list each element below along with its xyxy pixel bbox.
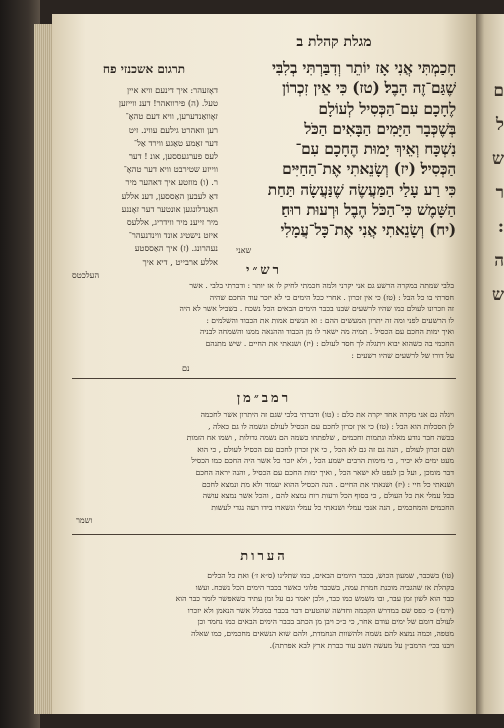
haarot-title: הערות bbox=[240, 549, 288, 564]
verse-line: שֶׁגַּם־זֶה הָבֶל׃ (טז) כִּי אֵין זִכְרוֹן bbox=[282, 79, 456, 98]
haarot-line: (ירמ׳) כ׳ כפס שם במדרש הקכמה וחדשה שהטעים דבר בכבר במכלל אשר הנאמן ולא יזכרו bbox=[187, 605, 454, 615]
haarot-notes bbox=[74, 570, 454, 651]
verse-line: לֶחָכָם עִם־הַכְּסִיל לְעוֹלָם bbox=[318, 99, 456, 118]
rashi-line: החכמי בה כשהוא יבוא ויתגלה לך חסד לעולם : (יז) ושנאתי את החיים . שיש מתנהם bbox=[205, 338, 454, 348]
book-page bbox=[52, 14, 476, 714]
page-header-targum: תרגום אשכנזי פח bbox=[102, 62, 186, 76]
targum-line: מיר זייענ מיר ווידריג, אללעס bbox=[126, 217, 218, 228]
verse-line: נִשְׁכָּח וְאֵיךְ יָמוּת הֶחָכָם עִם־ bbox=[295, 140, 456, 159]
ramban-commentary bbox=[74, 409, 454, 513]
rashi-line: לו הרשעים לפני ומה זה יתרון המעשים ההם : וא הנשים אמות את הכבוד והשלמים : bbox=[206, 315, 454, 325]
main-verse-text bbox=[220, 58, 456, 241]
ramban-line: בכל עמלי את כל העולם , כי בסוף הכל ורעות רוח נמצא להם , והכל אשר נמצא עושה bbox=[202, 491, 454, 501]
verse-line: הַכְּסִיל׃ (יז) וְשָׂנֵאתִי אֶת־הַחַיִּים bbox=[282, 160, 456, 179]
haarot-line: לעולם דומם של ימים עודם אחר, כי כ״כ ויבן מן הכתב בכבר הימים הבאים כמו נחמד וכן bbox=[197, 617, 454, 627]
rashi-line: ואיך ימות החכם עם הכסיל . תמיה מה ישאר לו מן הכבוד וההנאה ממנו והשמחה לבניה bbox=[199, 327, 454, 337]
facing-page-edge: ם ל ש ר : ה ש bbox=[476, 14, 504, 714]
targum-line: דאָזעהר: איך דינעם וויא איין bbox=[127, 85, 218, 95]
haarot-line: כבר הוא לשון זמן עבר, ובו משמש כמו כבר, ולכן יאמר גם על זמן עתיד כשאפשר לומר כבר הוא bbox=[175, 594, 454, 604]
targum-line: זאָוואַנדערען, וויא דעם טהאָ־ bbox=[125, 111, 218, 122]
ramban-line: לן הסכלות הוא הבל : (טז) כי אין זכרון לחכם עם הכסיל לעולם ונשמה לו גם כאלה , bbox=[208, 421, 454, 431]
ramban-line: מעט ימים לא יכיר , כי מימות הרבים ישמע הכל , ולא יזכר כל אשר היה החכם כמו הכסיל bbox=[191, 456, 454, 466]
targum-line: דאַ לעבען האַססען, דענ אללע bbox=[121, 190, 218, 201]
targum-column bbox=[72, 84, 218, 282]
haarot-line: (טו) בשכבר, שמעון הכוש, בכבר היומים הבאים, כמו שתלינו (ס״א ז׳) ואת כל הכלים bbox=[207, 571, 454, 580]
verse-line: חָכַמְתִּי אֲנִי אָז יוֹתֵר וְדִבַּרְתִּי בְלִבִּי bbox=[272, 59, 456, 77]
ramban-line: החכמים והמחכמים , הנה אנכי עמלי ושנאתי כל עמלי ונשארו בידו רעה נגדי לעשות bbox=[211, 502, 454, 512]
targum-catchword: העלכטס bbox=[72, 269, 100, 280]
ramban-catchword: ושמר bbox=[76, 516, 93, 525]
main-catchword: שאני bbox=[236, 246, 252, 255]
ramban-line: דבר מומכן , ועל כן לנפט לא ישאר הכל , ואיך ימות החכם עם הכסיל , והנה יראה החכם bbox=[195, 467, 454, 477]
targum-line: רען וואהרט גילעם עווינ. זיט bbox=[128, 124, 218, 135]
targum-line: אללע ארבייט , דיא איך bbox=[142, 256, 218, 267]
targum-line: נעהרונג. (ז) איך האַססטע bbox=[134, 243, 218, 254]
verse-line: כִּי רַע עָלַי הַמַּעֲשֶׂה שֶׁנַּעֲשָׂה תַּחַת bbox=[267, 180, 456, 199]
rashi-line: בלבי שמתה במקרה הרשע גם אני יקרני ולמה חכמתי לחיק לו אז יותר : ודברתי בלבי . אשר bbox=[189, 281, 454, 290]
rashi-title: רש״י bbox=[246, 263, 282, 278]
targum-line: ר. (ו) מוזטע איך דאהער מיר bbox=[125, 177, 218, 188]
rashi-commentary bbox=[74, 280, 454, 361]
targum-line: ווייזע שטירבט וויא דער טהאָ־ bbox=[123, 164, 218, 175]
ramban-title: רמב״מן bbox=[236, 391, 292, 406]
section-divider bbox=[72, 534, 456, 535]
ramban-line: ויגלה גם אני מקרה אחד יקרה את כלם : (טו) ודברתי בלבי שגם זה היתרון אשר לחכמה bbox=[200, 410, 454, 419]
ramban-line: ושם זכרון לעולם , הנה גם זה גם לא הכל , כי אין זכרון לחכם עם הכסיל לעולם , כי הוא bbox=[197, 444, 454, 454]
haarot-line: מטפה, וכמה נמצא להם נשמה ולהשוות הנחמדת, ולהם שוא הנשאים מחכמים, כמו שאלה bbox=[191, 628, 454, 638]
targum-line: דער זאַמע טאַגע ווירד אַל־ bbox=[133, 137, 218, 148]
ramban-line: בכשה חבר נודע מאלה ונתמות וחכמים , שלפתחו כשמה הם נשמה גדולות , ושמו אח הזמות bbox=[186, 433, 454, 443]
targum-line: לעס פערגעססען, אונ ! דער bbox=[128, 151, 218, 162]
verse-line: בְּשֶׁכְּבָר הַיָּמִים הַבָּאִים הַכֹּל bbox=[304, 119, 456, 138]
rashi-catchword: נם bbox=[182, 364, 190, 373]
page-header-main: מגלת קהלת ב bbox=[296, 34, 372, 50]
ramban-line: ושנאתי כל חיי : (יז) ושנאתי את החיים . הנה הכסיל ההוא יעמוד ולא מת ונמצא לחכם bbox=[202, 479, 454, 489]
section-divider bbox=[72, 378, 456, 379]
haarot-line: בקהלת אז שהגביה מוכנת חמרת עמה, בשכבר פלוגי כאשר בכבר הימים הכל נשכח. ועשו bbox=[195, 582, 454, 592]
rashi-line: חסרתי בו כל הבל : (טז) כי אין זכרון . אחרי ככל הימים כי לא יזכר עוד החכם שהיה bbox=[209, 292, 454, 302]
rashi-line: זה וזכרונו לעולם כמו שהיו לרשעים שבנו בכבר הימים הבאים הכל נשכח . בשביל אשר לא היה bbox=[179, 304, 454, 314]
haarot-line: ויבנו בכי׳ הרמב״ן על מעשה השב עוד כברת ארץ לבא אפרתה). bbox=[269, 640, 454, 650]
rashi-line: על דורו של לרשעים שהיו רשעים : bbox=[351, 350, 454, 360]
targum-line: איזט נישטיג אונד ווינדנעהר־ bbox=[128, 230, 218, 241]
targum-line: האַנדלונגען אונטער דער זאָננע bbox=[121, 203, 218, 214]
verse-line: (יח) וְשָׂנֵאתִי אֲנִי אֶת־כָּל־עֲמָלִי bbox=[280, 221, 456, 240]
verse-line: הַשָּׁמֶשׁ כִּי־הַכֹּל הֶבֶל וּרְעוּת רוּחַ׃ bbox=[281, 201, 456, 220]
targum-line: טעל. (ה) פירוואהר! דענ ווייזען bbox=[118, 98, 218, 109]
